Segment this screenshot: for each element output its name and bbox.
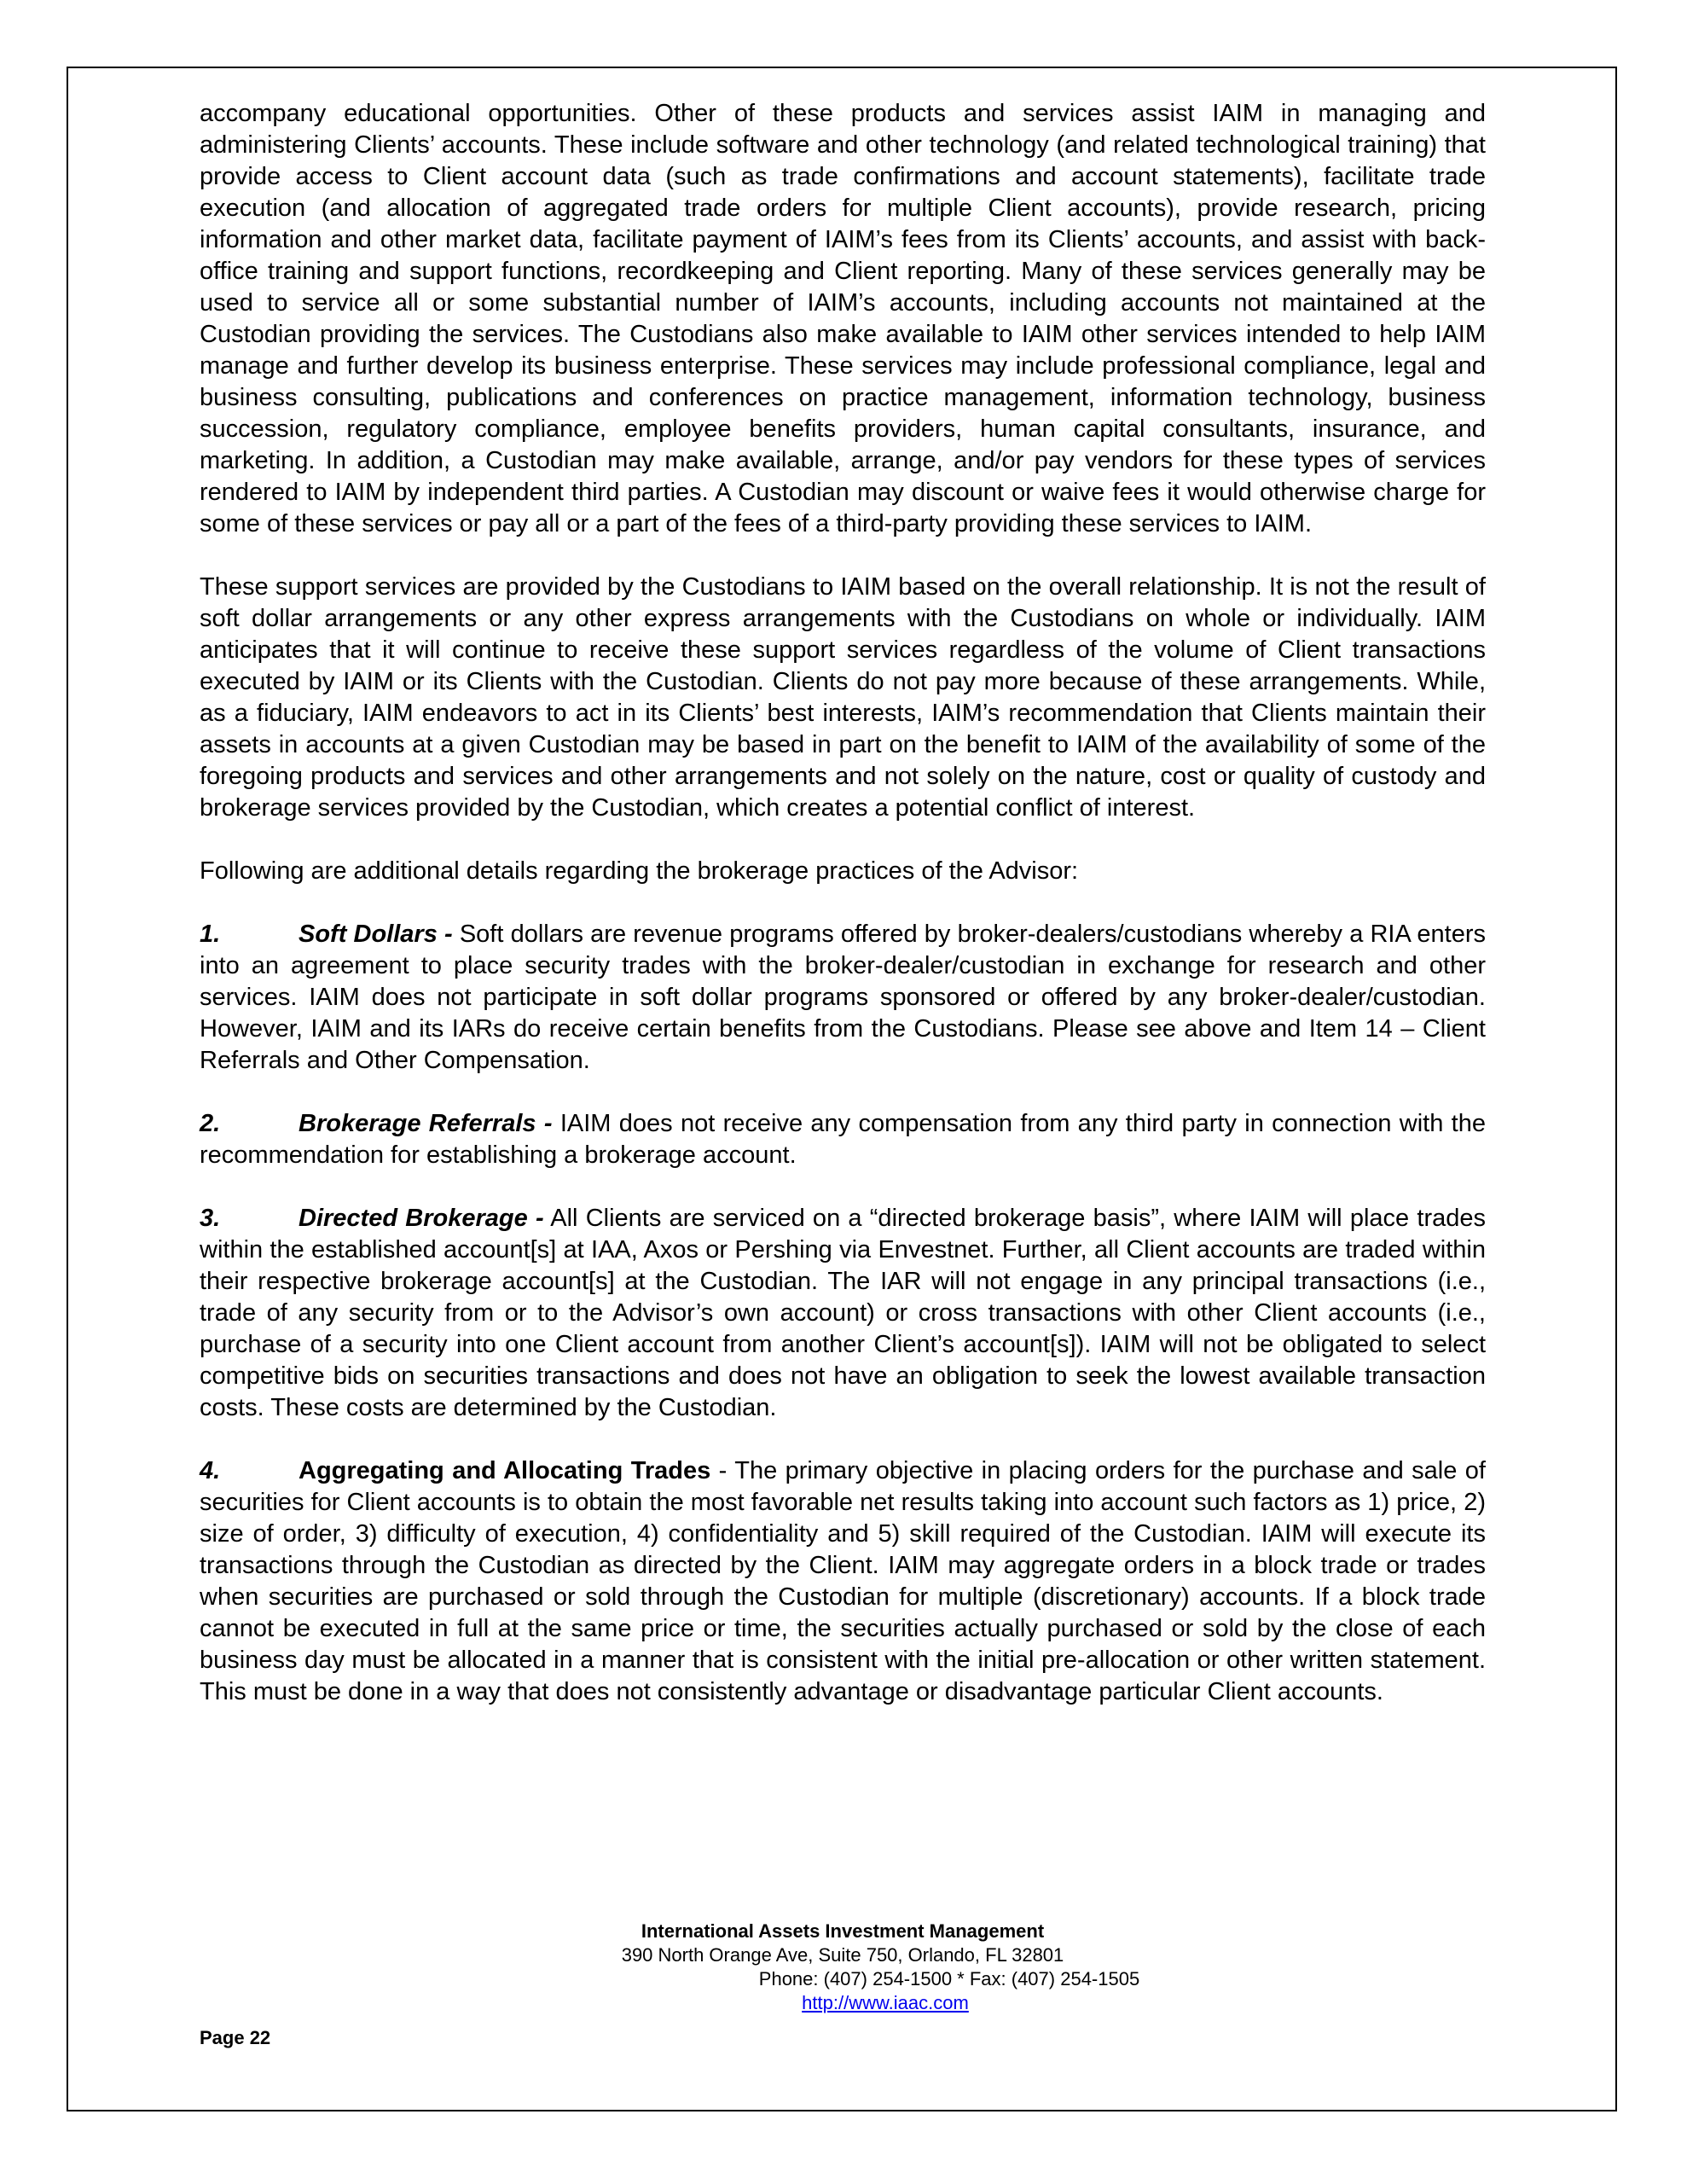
paragraph-custodian-services: accompany educational opportunities. Other of these products and services assist IAIM in managing and administering Clients’ accounts. These include software and other technology (and related technological training) that provide access to Client account data (such as trade confirmations and account statements), facilitate trade execution (and allocation of aggregated trade orders for multiple Client accounts), provide research, pricing information and other market data, facilitate payment of IAIM’s fees from its Clients’ accounts, and assist with back-office training and support functions, recordkeeping and Client reporting. Many of these services generally may be used to service all or some substantial number of IAIM’s accounts, including accounts not maintained at the Custodian providing the services. The Custodians also make available to IAIM other services intended to help IAIM manage and further develop its business enterprise. These services may include professional compliance, legal and business consulting, publications and conferences on practice management, information technology, business succession, regulatory compliance, employee benefits providers, human capital consultants, insurance, and marketing. In addition, a Custodian may make available, arrange, and/or pay vendors for these types of services rendered to IAIM by independent third parties. A Custodian may discount or waive fees it would otherwise charge for some of these services or pay all or a part of the fees of a third-party providing these services to IAIM. [200,100,1486,537]
item-title: Aggregating and Allocating Trades [299,1457,711,1484]
item-text: All Clients are serviced on a “directed brokerage basis”, where IAIM will place trades within the established account[s] at IAA, Axos or Pershing via Envestnet. Further, all Client accounts are traded within their respective brokerage account[s] at the Custodian. The IAR will not engage in any principal transactions (i.e., trade of any security from or to the Advisor’s own account) or cross transactions with other Client accounts (i.e., purchase of a security into one Client account from another Client’s account[s]). IAIM will not be obligated to select competitive bids on securities transactions and does not have an obligation to seek the lowest available transaction costs. These costs are determined by the Custodian. [200,1205,1486,1421]
page-footer [200,1920,1486,2015]
list-item-soft-dollars [200,919,1486,1077]
footer-company-name: International Assets Investment Management [641,1920,1045,1942]
item-title: Soft Dollars - [299,921,453,948]
item-number: 2. [200,1110,221,1137]
footer-address: 390 North Orange Ave, Suite 750, Orlando, FL 32801 [621,1944,1064,1966]
paragraph-brokerage-intro: Following are additional details regarding the brokerage practices of the Advisor: [200,857,1079,885]
document-body [200,98,1486,1740]
item-number: 3. [200,1205,221,1232]
item-text: Soft dollars are revenue programs offered by broker-dealers/custodians whereby a RIA enters into an agreement to place security trades with the broker-dealer/custodian in exchange for research and other services. IAIM does not participate in soft dollar programs sponsored or offered by any broker-dealer/custodian. However, IAIM and its IARs do receive certain benefits from the Custodians. Please see above and Item 14 – Client Referrals and Other Compensation. [200,921,1486,1074]
item-title: Directed Brokerage - [299,1205,544,1232]
footer-phone: Phone: (407) 254-1500 * Fax: (407) 254-1505 [758,1968,1140,1989]
list-item-brokerage-referrals [200,1108,1486,1171]
list-item-directed-brokerage [200,1203,1486,1424]
footer-website-link[interactable]: http://www.iaac.com [802,1992,969,2013]
item-number: 1. [200,921,221,948]
page-number: Page 22 [200,2027,271,2048]
list-item-aggregating-trades [200,1455,1486,1708]
item-number: 4. [200,1457,221,1484]
item-title: Brokerage Referrals - [299,1110,553,1137]
item-text: IAIM does not receive any compensation from any third party in connection with the recommendation for establishing a brokerage account. [200,1110,1486,1169]
paragraph-support-services: These support services are provided by the Custodians to IAIM based on the overall relationship. It is not the result of soft dollar arrangements or any other express arrangements with the Custodians on whole or individually. IAIM anticipates that it will continue to receive these support services regardless of the volume of Client transactions executed by IAIM or its Clients with the Custodian. Clients do not pay more because of these arrangements. While, as a fiduciary, IAIM endeavors to act in its Clients’ best interests, IAIM’s recommendation that Clients maintain their assets in accounts at a given Custodian may be based in part on the benefit to IAIM of the availability of some of the foregoing products and services and other arrangements and not solely on the nature, cost or quality of custody and brokerage services provided by the Custodian, which creates a potential conflict of interest. [200,573,1486,822]
item-text: - The primary objective in placing orders for the purchase and sale of securities for Client accounts is to obtain the most favorable net results taking into account such factors as 1) price, 2) size of order, 3) difficulty of execution, 4) confidentiality and 5) skill required of the Custodian. IAIM will execute its transactions through the Custodian as directed by the Client. IAIM may aggregate orders in a block trade or trades when securities are purchased or sold through the Custodian for multiple (discretionary) accounts. If a block trade cannot be executed in full at the same price or time, the securities actually purchased or sold by the close of each business day must be allocated in a manner that is consistent with the initial pre-allocation or other written statement. This must be done in a way that does not consistently advantage or disadvantage particular Client accounts. [200,1457,1486,1705]
